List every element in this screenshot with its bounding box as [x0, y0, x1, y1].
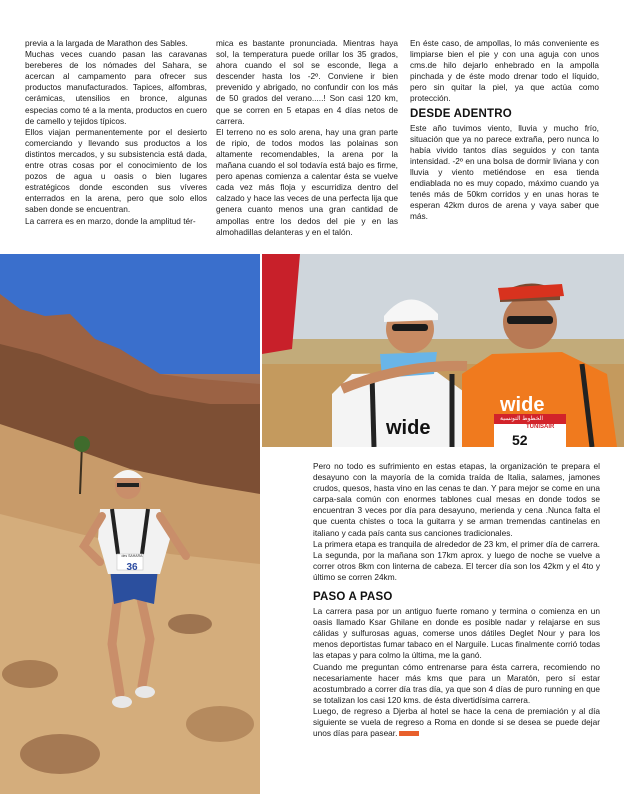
text-column-2	[216, 38, 398, 238]
section-heading: PASO A PASO	[313, 591, 393, 604]
duo-illustration	[262, 254, 624, 447]
text-column-1	[25, 38, 207, 227]
section-heading: DESDE ADENTRO	[410, 107, 512, 120]
paragraph: La carrera pasa por un antiguo fuerte romano y termina o comienza en un oasis llamado Ksar Ghilane en donde es posible nadar y relajarse en sus cálidas y sulfurosas aguas, comerse unos dátiles Deglet Nour y para los menos deportistas fumar tabaco en el Narguile. Lucas finalmente corrió todas las etapas y para colmo la última, me la ganó.	[313, 606, 600, 661]
runner-photo	[0, 254, 260, 794]
bib-sponsor-text: TUNISAIR	[526, 424, 555, 430]
runner-illustration	[0, 254, 260, 794]
bib-arabic-text: الخطوط التونسية	[500, 416, 544, 422]
paragraph: Pero no todo es sufrimiento en estas etapas, la organización te prepara el desayuno con la mayoría de la comida traída de Italia, salames, jamones crudos, quesos, hasta vino en las cenas te dan. Y para mejor se come en una carpa-sala común con enormes tablones cual mesas en donde todos se encuentran 3 veces por día para desayuno, merienda y cena .Nunca falta el que cuenta chistes o toca la guitarra y se arman tremendas cantinelas en italiano y cada país canta sus canciones tradicionales.	[313, 461, 600, 538]
paragraph: La carrera es en marzo, donde la amplitud tér-	[25, 215, 196, 226]
duo-photo	[262, 254, 624, 447]
shirt-logo-right: wide	[500, 394, 545, 416]
paragraph	[313, 706, 600, 739]
paragraph: En éste caso, de ampollas, lo más conveniente es limpiarse bien el pie y con una aguja con unos cms.de hilo dejarlo enhebrado en la ampolla pinchada y de éste modo drenar todo el líquido, pero sin quitar la piel, ya que actúa como protección.	[410, 38, 599, 104]
paragraph: Ellos viajan permanentemente por el desierto comerciando y llevando sus productos a los distintos mercados, y su subsistencia está dada, entre otras cosas por el conocimiento de los pozos de agua u oasis o bien lugares estratégicos donde esconden sus víveres enterrados en la arena, pero que solo ellos saben donde se encuentran.	[25, 126, 207, 215]
paragraph: Cuando me preguntan cómo entrenarse para ésta carrera, recomiendo no necesariamente hacer más kms que para un Maratón, pero sí estar acostumbrado a correr día tras día, ya que son 4 días de puro running en que se totalizan los casi 120 kms. de ésta divertidísima carrera.	[313, 661, 600, 705]
shirt-logo-left: wide	[386, 417, 431, 439]
runner-shirt-text: des SAHARA	[121, 554, 143, 558]
paragraph: El terreno no es solo arena, hay una gran parte de ripio, de todos modos las polainas son altamente recomendables, la arena por la mañana cuando el sol todavía está bajo es firme, pero apenas comienza a calentar ésta se vuelve cada vez más floja y escurridiza dentro del calzado y hace las veces de una perfecta lija que genera cuanto menos una gran cantidad de ampollas entre los dedos del pie y en las almohadillas delanteras y en el talón.	[216, 126, 398, 237]
paragraph: Este año tuvimos viento, lluvia y mucho frío, situación que ya no parece extraña, pero nunca lo había vivido tantos días seguidos y con tanta intensidad. -2º en una bolsa de dormir liviana y con lluvia y viento metiéndose en esa tienda endiablada no es muy copado, máximo cuando ya tenés más de 50km corridos y en unas horas te esperan 42km duros de arena y vaya saber que más.	[410, 122, 599, 222]
end-of-article-mark	[399, 731, 419, 736]
paragraph: mica es bastante pronunciada. Mientras haya sol, la temperatura puede orillar los 35 grados, ahora cuando el sol se esconde, llega a descender hasta los -2º. Conviene ir bien prevenido y abrigado, no confundir con los más de 50 grados del verano.....! Son casi 120 km, que se corren en 5 etapas en 4 días netos de carrera.	[216, 38, 398, 126]
paragraph-text: Luego, de regreso a Djerba al hotel se hace la cena de premiación y al día siguiente se vuela de regreso a Roma en donde si se desea se puede dejar unos días para pasear.	[313, 705, 600, 739]
text-column-3	[410, 38, 599, 222]
runner-bib-number: 36	[126, 562, 138, 573]
paragraph: Muchas veces cuando pasan las caravanas bereberes de los nómades del Sahara, se acercan al campamento para ofrecer sus productos manufacturados. Tapices, alfombras, cerámicas, utensilios en bronce, algunas especias como té a la menta, productos en cuero de camello y tejidos típicos.	[25, 49, 207, 126]
paragraph: La primera etapa es tranquila de alrededor de 23 km, el primer día de carrera. La segunda, por la mañana son 17km aprox. y luego de noche se vuelve a correr otros 8km con linterna de cabeza. El tercer día son los 42km y el 4to y último se corren 24km.	[313, 538, 600, 582]
text-column-4	[313, 461, 600, 739]
bib-number: 52	[512, 432, 528, 447]
paragraph: previa a la largada de Marathon des Sables.	[25, 38, 188, 48]
